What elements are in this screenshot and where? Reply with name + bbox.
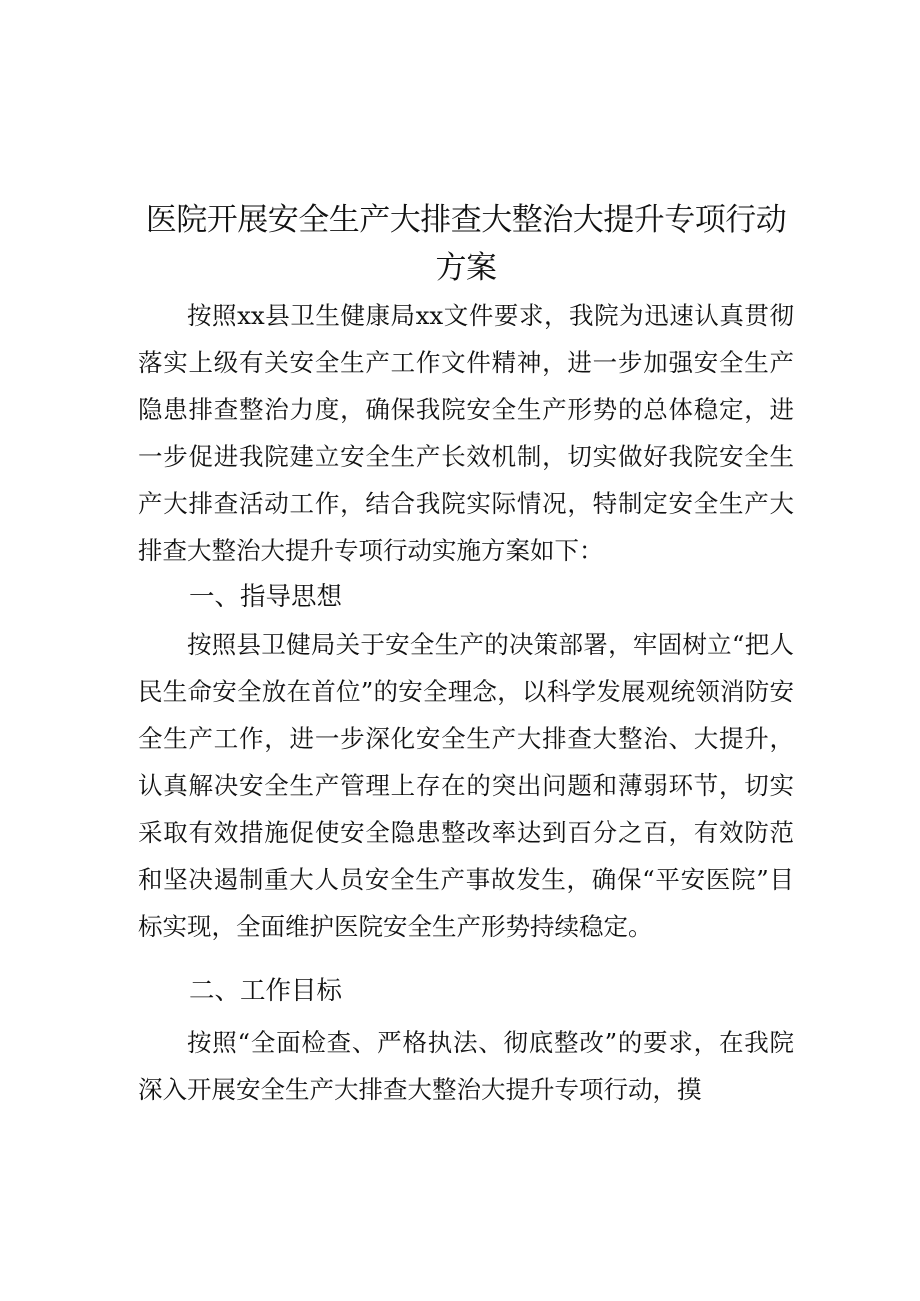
intro-paragraph: 按照xx县卫生健康局xx文件要求，我院为迅速认真贯彻落实上级有关安全生产工作文件精神，进一步加强安全生产隐患排查整治力度，确保我院安全生产形势的总体稳定，进一步促进我院建立安全生产长效机制，切实做好我院安全生产大排查活动工作，结合我院实际情况，特制定安全生产大排查大整治大提升专项行动实施方案如下： (138, 301, 794, 565)
section-body-guiding-ideology: 按照县卫健局关于安全生产的决策部署，牢固树立“把人民生命安全放在首位”的安全理念，以科学发展观统领消防安全生产工作，进一步深化安全生产大排查大整治、大提升，认真解决安全生产管理上存在的突出问题和薄弱环节，切实采取有效措施促使安全隐患整改率达到百分之百，有效防范和坚决遏制重大人员安全生产事故发生，确保“平安医院”目标实现，全面维护医院安全生产形势持续稳定。 (138, 630, 794, 941)
document-title: 医院开展安全生产大排查大整治大提升专项行动方案 (145, 202, 787, 286)
section-heading-guiding-ideology: 一、指导思想 (189, 582, 343, 612)
document-body (138, 196, 794, 1113)
section-heading-work-goals: 二、工作目标 (189, 976, 343, 1006)
section-body-work-goals: 按照“全面检查、严格执法、彻底整改”的要求，在我院深入开展安全生产大排查大整治大提升专项行动，摸 (138, 1028, 794, 1104)
